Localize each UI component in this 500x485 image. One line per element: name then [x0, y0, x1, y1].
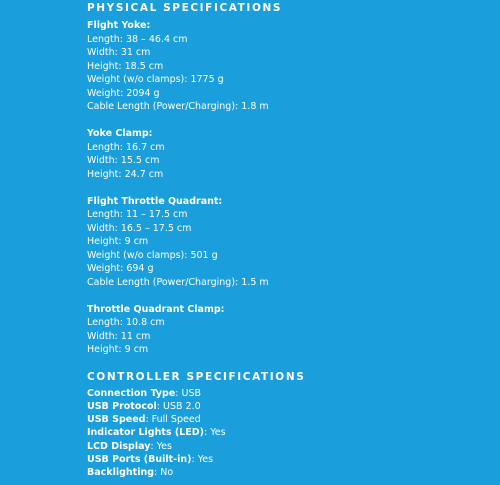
spec-value: USB	[181, 387, 202, 399]
spec-key: Indicator Lights (LED)	[87, 427, 204, 439]
spec-key: USB Ports (Built-in)	[87, 453, 192, 465]
spec-line: Width: 16.5 – 17.5 cm	[87, 222, 192, 234]
spec-line: Weight (w/o clamps): 1775 g	[87, 74, 224, 85]
spec-key: USB Protocol	[87, 400, 157, 412]
spec-line: Length: 11 – 17.5 cm	[87, 209, 188, 220]
spec-value: Yes	[197, 453, 214, 465]
group-spacer	[87, 181, 492, 195]
spec-item-indicator-lights: Indicator Lights (LED): Yes	[87, 427, 226, 439]
spec-key: LCD Display	[87, 440, 151, 452]
spec-item-backlighting: Backlighting: No	[87, 467, 174, 479]
spec-line: Width: 15.5 cm	[87, 155, 160, 166]
spec-line: Height: 9 cm	[87, 344, 149, 355]
spec-line: Cable Length (Power/Charging): 1.5 m	[87, 276, 269, 288]
spec-item-connection-type: Connection Type: USB	[87, 387, 202, 399]
spec-key: Connection Type	[87, 387, 176, 399]
spec-line: Height: 18.5 cm	[87, 60, 164, 72]
spec-line: Cable Length (Power/Charging): 1.8 m	[87, 101, 269, 112]
spec-line: Weight: 694 g	[87, 263, 154, 274]
spec-value: Full Speed	[151, 414, 201, 426]
spec-sheet	[87, 0, 492, 480]
spec-line: Height: 9 cm	[87, 236, 149, 247]
spec-group-title: Yoke Clamp:	[87, 128, 153, 139]
spec-key: USB Speed	[87, 414, 146, 426]
spec-line: Weight (w/o clamps): 501 g	[87, 249, 218, 261]
group-spacer	[87, 114, 492, 128]
spec-group-flight-throttle-quadrant	[87, 195, 492, 290]
controller-spec-list	[87, 387, 492, 480]
spec-line: Width: 11 cm	[87, 330, 151, 342]
spec-group-title: Flight Throttle Quadrant:	[87, 195, 223, 207]
spec-value: No	[160, 467, 174, 479]
spec-item-usb-ports: USB Ports (Built-in): Yes	[87, 453, 214, 465]
spec-group-title: Throttle Quadrant Clamp:	[87, 303, 225, 315]
spec-item-lcd-display: LCD Display: Yes	[87, 440, 172, 452]
spec-value: USB 2.0	[163, 400, 201, 412]
spec-item-usb-protocol: USB Protocol: USB 2.0	[87, 400, 201, 412]
spec-item-usb-speed: USB Speed: Full Speed	[87, 414, 201, 426]
controller-specifications-heading: CONTROLLER SPECIFICATIONS	[87, 370, 306, 383]
spec-line: Height: 24.7 cm	[87, 168, 164, 180]
spec-line: Length: 16.7 cm	[87, 141, 165, 153]
spec-group-yoke-clamp	[87, 127, 492, 181]
group-spacer	[87, 289, 492, 303]
spec-value: Yes	[156, 440, 172, 452]
spec-group-flight-yoke	[87, 19, 492, 114]
spec-key: Backlighting	[87, 467, 155, 479]
spec-line: Length: 10.8 cm	[87, 317, 165, 328]
physical-specifications-heading: PHYSICAL SPECIFICATIONS	[87, 2, 283, 14]
spec-group-throttle-quadrant-clamp	[87, 303, 492, 357]
spec-line: Length: 38 – 46.4 cm	[87, 33, 188, 45]
spec-group-title: Flight Yoke:	[87, 20, 151, 31]
spec-value: Yes	[210, 427, 226, 439]
spec-line: Weight: 2094 g	[87, 87, 160, 99]
spec-line: Width: 31 cm	[87, 47, 151, 58]
